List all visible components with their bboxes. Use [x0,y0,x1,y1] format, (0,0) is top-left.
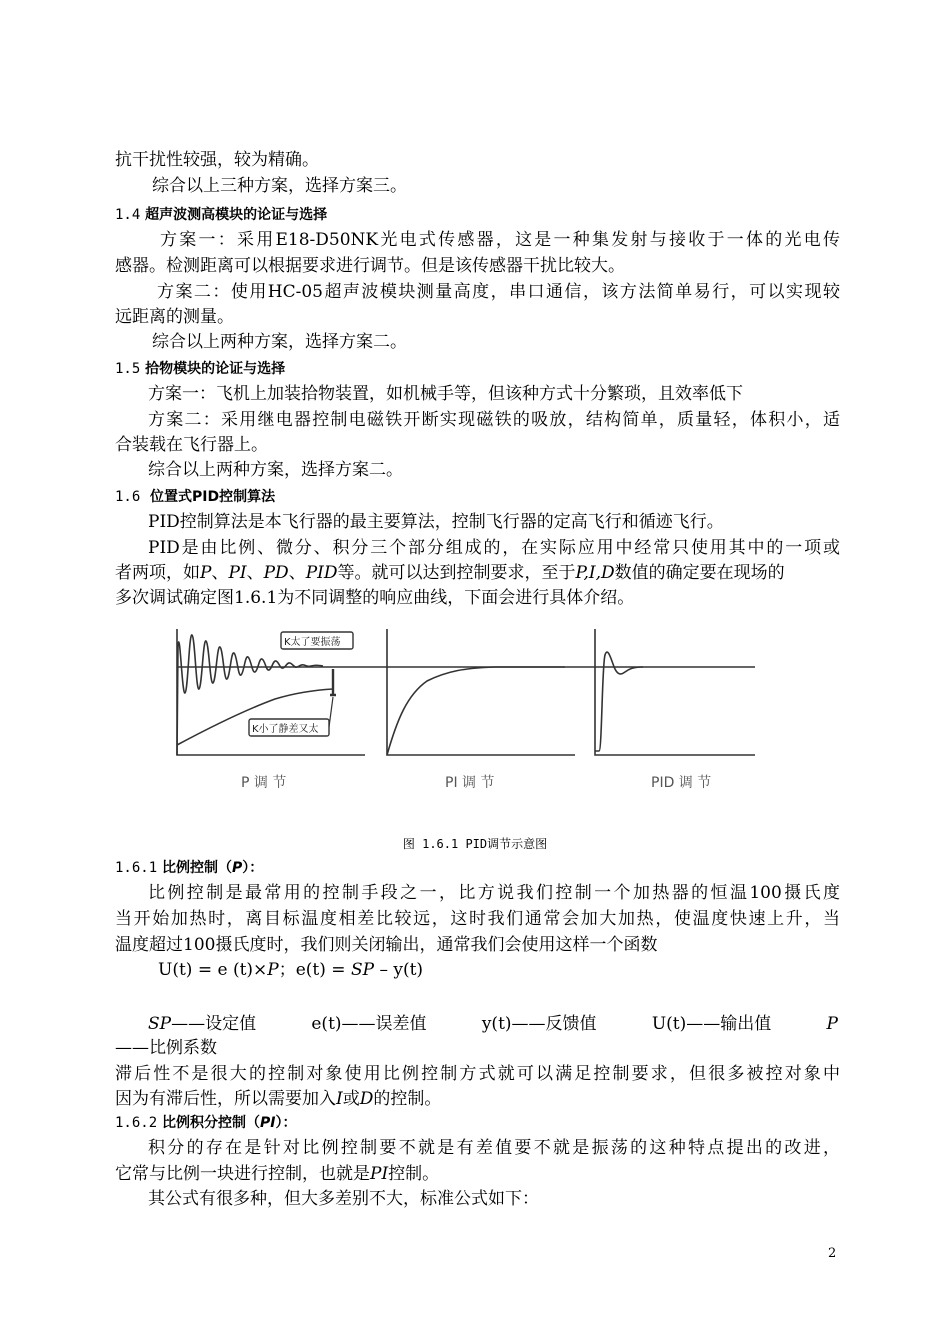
variable-definitions [148,1012,838,1036]
section-number: 1.6 [115,489,141,505]
paragraph-line: 其公式有很多种，但大多差别不大，标准公式如下： [148,1189,539,1209]
paragraph-line: 方案二：使用HC-05超声波模块测量高度，串口通信，该方法简单易行，可以实现较 [157,282,840,302]
paragraph-line: 它常与比例一块进行控制，也就是PI控制。 [115,1164,440,1184]
paragraph-line: 方案一：采用E18-D50NK光电式传感器，这是一种集发射与接收于一体的光电传 [160,230,840,250]
section-heading-1-6-1: 1.6.1 比例控制（P）： [115,860,264,876]
paragraph-line: 综合以上三种方案，选择方案三。 [152,176,407,196]
paragraph-line: PID是由比例、微分、积分三个部分组成的，在实际应用中经常只使用其中的一项或 [148,538,840,558]
k-small-callout-pointer [329,697,333,727]
section-heading-1-6 [115,487,275,507]
paragraph-line: ——比例系数 [115,1038,217,1058]
paragraph-line: 综合以上两种方案，选择方案二。 [148,460,403,480]
paragraph-line: 比例控制是最常用的控制手段之一，比方说我们控制一个加热器的恒温100摄氏度 [148,883,840,903]
paragraph-line: 合装载在飞行器上。 [115,435,268,455]
figure-caption: 图 1.6.1 PID调节示意图 [402,837,548,851]
k-large-label: K太了要振荡 [284,637,341,648]
paragraph-line: 多次调试确定图1.6.1为不同调整的响应曲线，下面会进行具体介绍。 [115,588,635,608]
paragraph-line: 综合以上两种方案，选择方案二。 [152,332,407,352]
section-number: 1.5 [115,361,141,377]
formula-line: U(t) = e (t)×P；e(t) = SP – y(t) [158,960,424,980]
paragraph-line: 方案一：飞机上加装拾物装置，如机械手等，但该种方式十分繁琐，且效率低下 [148,384,743,404]
pid-response-figure [165,625,765,805]
pi-response-curve [387,667,565,755]
section-title: 拾物模块的论证与选择 [145,361,286,377]
paragraph-line: 远距离的测量。 [115,307,234,327]
definition-ut: U(t)——输出值 [651,1014,772,1034]
paragraph-line: 当开始加热时，离目标温度相差比较远，这时我们通常会加大加热，使温度快速上升，当 [115,909,840,929]
paragraph-line: 滞后性不是很大的控制对象使用比例控制方式就可以满足控制要求，但很多被控对象中 [115,1064,840,1084]
paragraph-line: 积分的存在是针对比例控制要不就是有差值要不就是振荡的这种特点提出的改进， [148,1138,840,1158]
definition-yt: y(t)——反馈值 [481,1014,597,1034]
section-number: 1.6.2 [115,1115,158,1131]
paragraph-line: 温度超过100摄氏度时，我们则关闭输出，通常我们会使用这样一个函数 [115,935,658,955]
p-panel-label: P 调 节 [241,775,287,791]
p-oscillation-curve [177,635,323,755]
section-title: 位置式PID控制算法 [150,489,276,505]
definition-sp: SP——设定值 [148,1014,257,1034]
section-heading-1-6-2: 1.6.2 比例积分控制（PI）： [115,1115,297,1131]
paragraph-line: 因为有滞后性，所以需要加入I或D的控制。 [115,1089,442,1109]
pi-panel-label: PI 调 节 [445,775,495,791]
definition-p: P [826,1014,838,1034]
p-error-marker [330,669,336,695]
paragraph-line: 感器。检测距离可以根据要求进行调节。但是该传感器干扰比较大。 [115,256,625,276]
section-number: 1.6.1 [115,860,158,876]
definition-et: e(t)——误差值 [311,1014,427,1034]
section-heading-1-4 [115,205,327,225]
pid-panel-label: PID 调 节 [651,775,712,791]
section-title: 超声波测高模块的论证与选择 [145,207,328,223]
paragraph-line: 方案二：采用继电器控制电磁铁开断实现磁铁的吸放，结构简单，质量轻，体积小，适 [148,410,840,430]
pid-axes [595,629,755,755]
paragraph-line: 抗干扰性较强，较为精确。 [115,150,319,170]
section-heading-1-5 [115,359,285,379]
section-number: 1.4 [115,207,141,223]
k-small-label: K小了静差又太 [252,724,319,735]
page-number: 2 [828,1246,837,1261]
paragraph-line: 者两项，如P、PI、PD、PID等。就可以达到控制要求，至于P,I,D数值的确定要在现场的 [115,563,785,583]
paragraph-line: PID控制算法是本飞行器的最主要算法，控制飞行器的定高飞行和循迹飞行。 [148,512,724,532]
